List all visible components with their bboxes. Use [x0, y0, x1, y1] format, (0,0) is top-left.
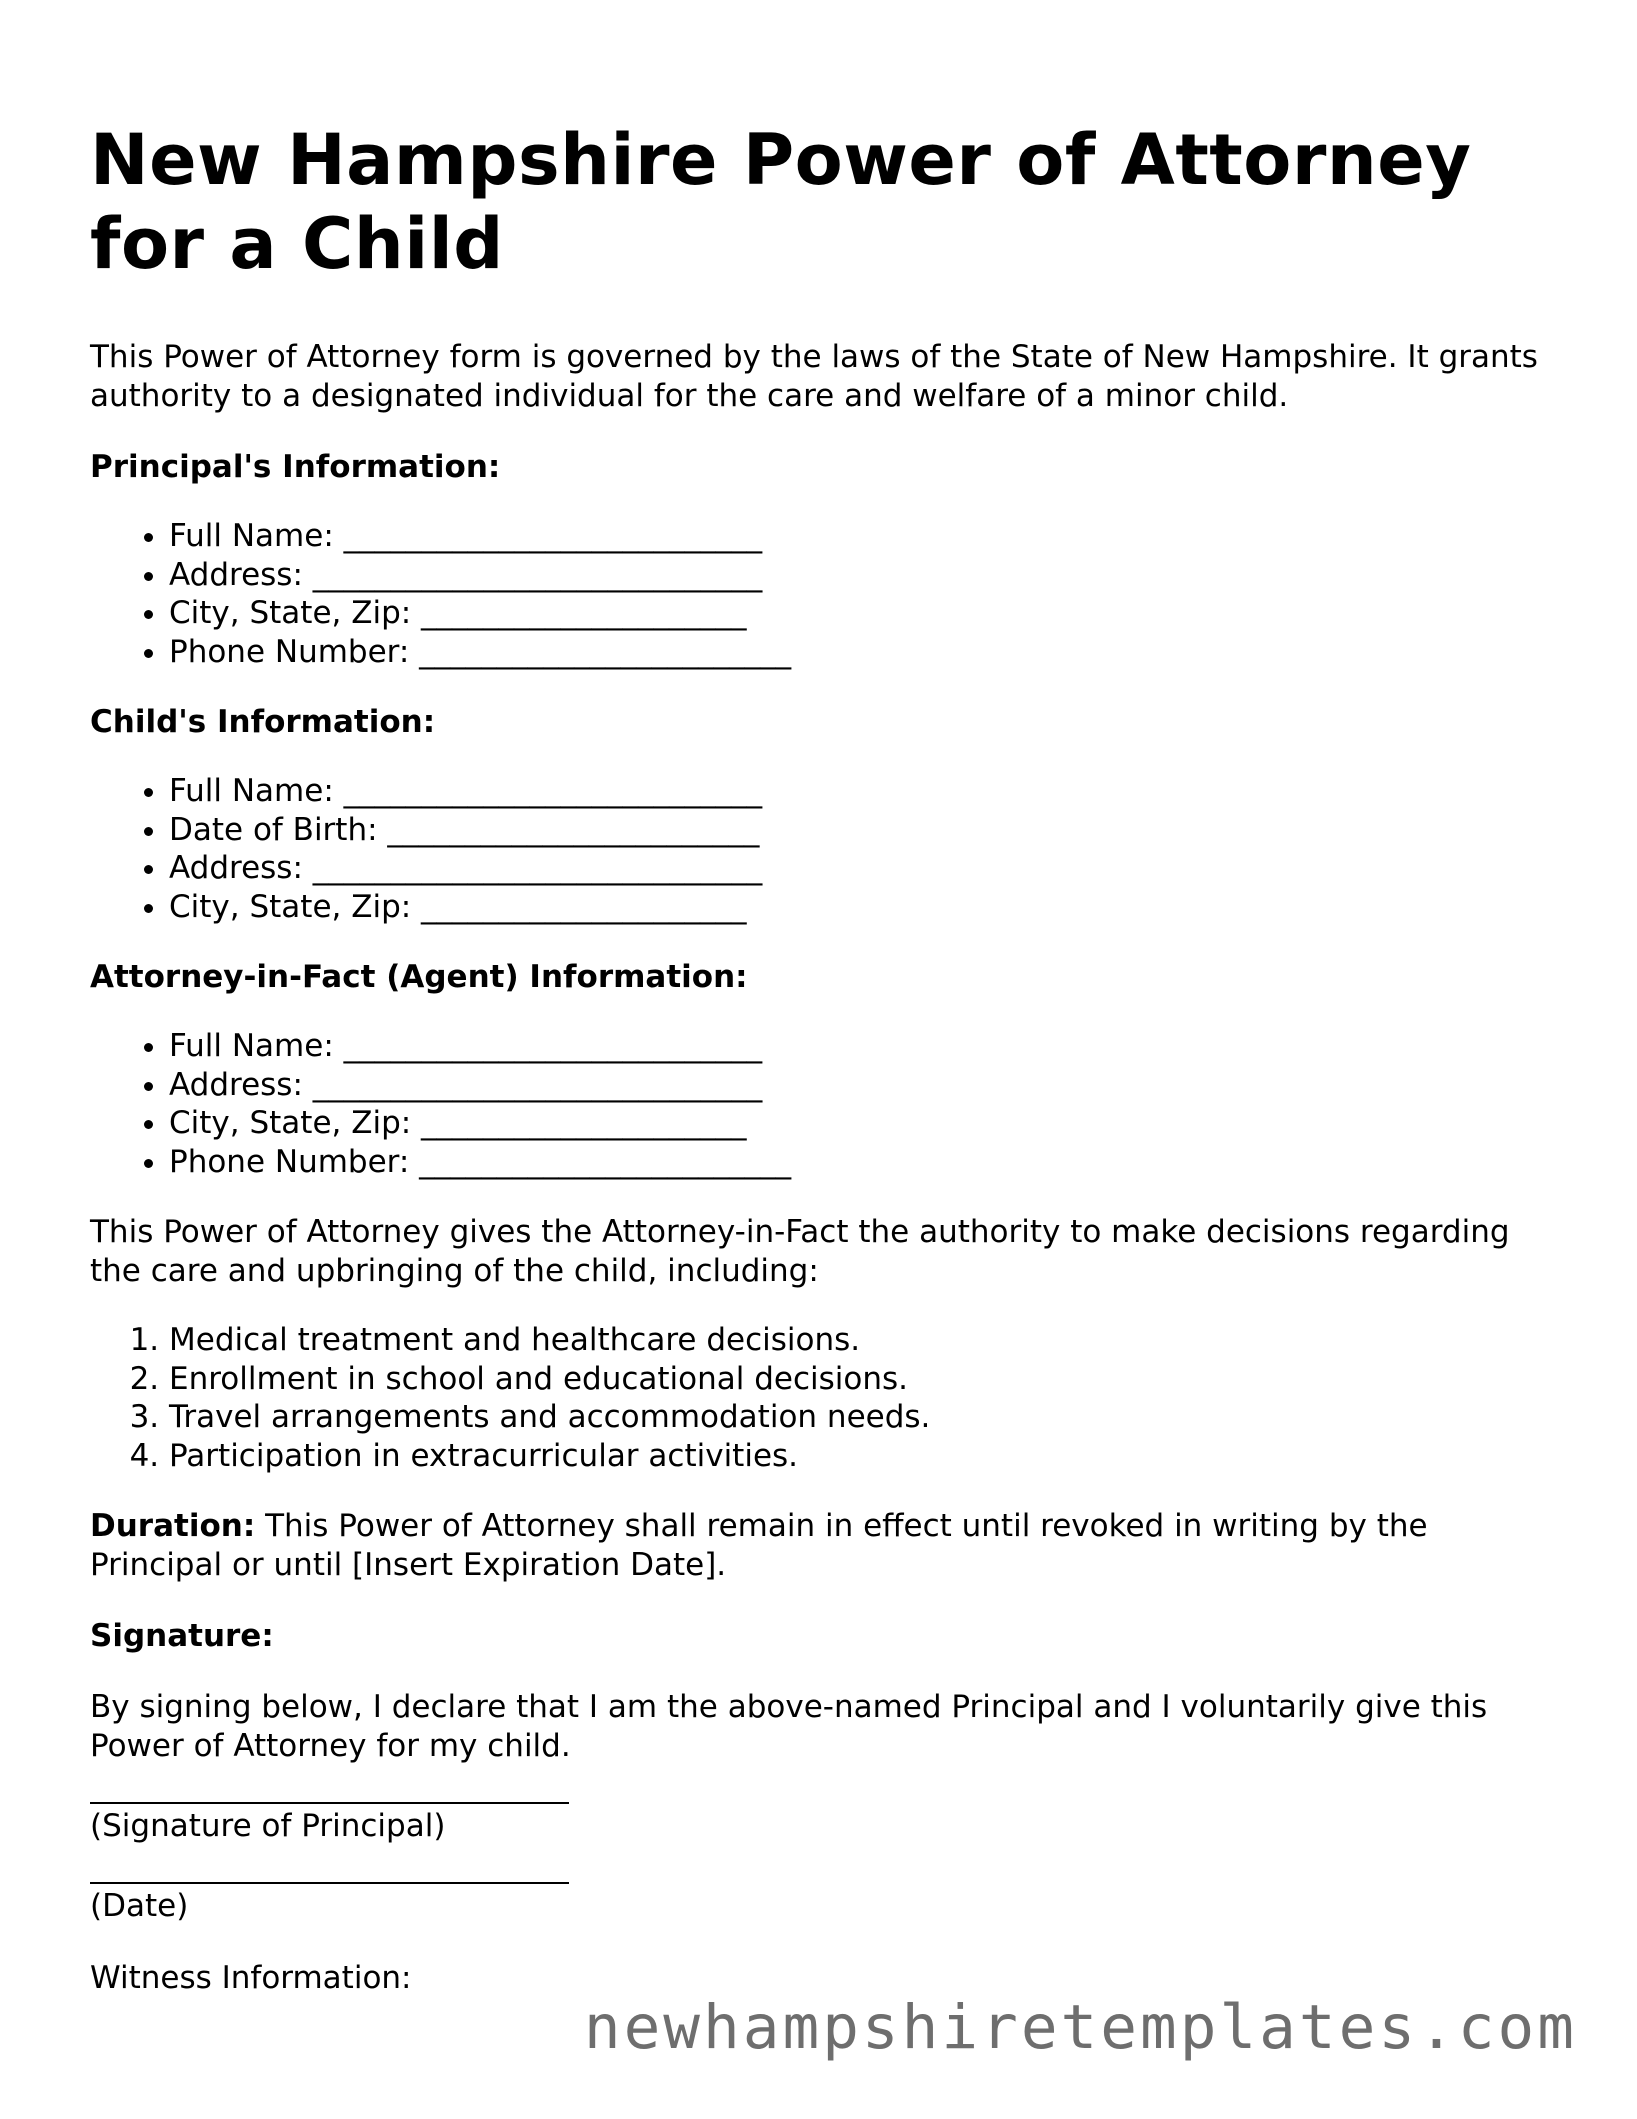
authority-paragraph: This Power of Attorney gives the Attorney-in-Fact the authority to make decisions regarding the care and upbringing of the child, including:: [90, 1214, 1510, 1289]
agent-city-state-zip-field: • City, State, Zip: _____________________: [169, 1104, 1560, 1143]
duration-label: Duration:: [90, 1508, 256, 1544]
agent-fields-list: [90, 1027, 1560, 1181]
document-title: New Hampshire Power of Attorney for a Child: [90, 119, 1472, 285]
signature-heading: Signature:: [90, 1618, 274, 1654]
child-fields-list: [90, 772, 1560, 926]
signature-declaration: By signing below, I declare that I am the above-named Principal and I voluntarily give this Power of Attorney for my child.: [90, 1689, 1488, 1764]
duration-text: This Power of Attorney shall remain in effect until revoked in writing by the Principal or until [Insert Expiration Date].: [90, 1508, 1428, 1583]
child-address-field: • Address: _____________________________: [169, 849, 1560, 888]
witness-heading: Witness Information:: [90, 1960, 412, 1996]
power-item-travel: 3. Travel arrangements and accommodation needs.: [169, 1398, 1560, 1437]
principal-city-state-zip-field: • City, State, Zip: _____________________: [169, 594, 1560, 633]
document-page: [90, 118, 1560, 1998]
principal-phone-field: • Phone Number: ________________________: [169, 633, 1560, 672]
child-city-state-zip-field: • City, State, Zip: _____________________: [169, 888, 1560, 927]
powers-list: [90, 1321, 1560, 1475]
power-item-medical: 1. Medical treatment and healthcare decisions.: [169, 1321, 1560, 1360]
child-full-name-field: • Full Name: ___________________________: [169, 772, 1560, 811]
child-dob-field: • Date of Birth: ________________________: [169, 811, 1560, 850]
agent-phone-field: • Phone Number: ________________________: [169, 1143, 1560, 1182]
principal-address-field: • Address: _____________________________: [169, 556, 1560, 595]
agent-address-field: • Address: _____________________________: [169, 1066, 1560, 1105]
child-heading: Child's Information:: [90, 704, 436, 740]
agent-heading: Attorney-in-Fact (Agent) Information:: [90, 959, 748, 995]
principal-fields-list: [90, 517, 1560, 671]
duration-paragraph: [90, 1507, 1560, 1585]
agent-full-name-field: • Full Name: ___________________________: [169, 1027, 1560, 1066]
intro-paragraph: This Power of Attorney form is governed by the laws of the State of New Hampshire. It grants authority to a designated individual for the care and welfare of a minor child.: [90, 339, 1538, 414]
watermark-text: newhampshiretemplates.com: [583, 1992, 1577, 2063]
principal-signature-block: [90, 1802, 1560, 1846]
principal-signature-line[interactable]: [90, 1802, 569, 1804]
date-signature-line[interactable]: [90, 1882, 569, 1884]
principal-full-name-field: • Full Name: ___________________________: [169, 517, 1560, 556]
power-item-activities: 4. Participation in extracurricular activities.: [169, 1437, 1560, 1476]
principal-heading: Principal's Information:: [90, 449, 501, 485]
principal-signature-label: (Signature of Principal): [90, 1808, 446, 1844]
power-item-education: 2. Enrollment in school and educational decisions.: [169, 1360, 1560, 1399]
date-signature-block: [90, 1882, 1560, 1926]
date-label: (Date): [90, 1888, 189, 1924]
